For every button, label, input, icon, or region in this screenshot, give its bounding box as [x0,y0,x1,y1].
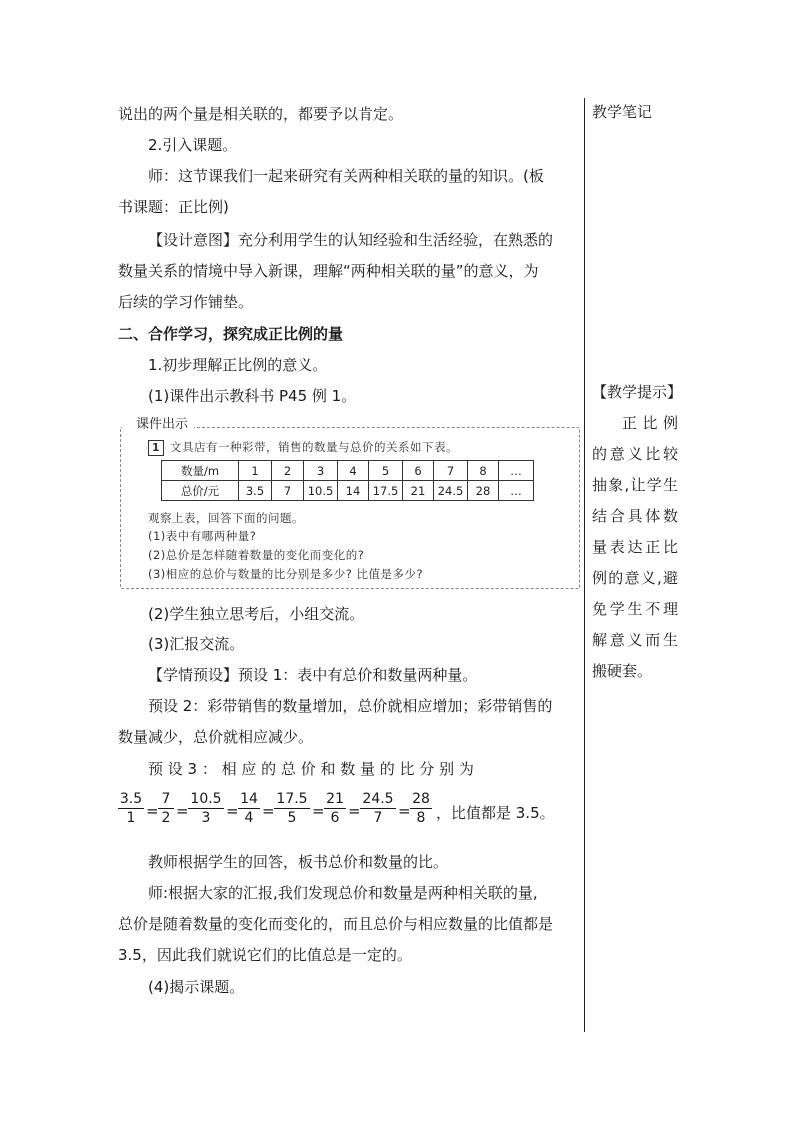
example-prompt: 观察上表，回答下面的问题。 [148,511,304,525]
fraction [158,790,174,827]
paragraph-line: 数量关系的情境中导入新课，理解“两种相关联的量”的意义，为 [118,262,539,280]
equals-sign: = [176,802,189,820]
table-cell: 5 [369,461,403,481]
section-step: (2)学生独立思考后，小组交流。 [148,605,365,623]
design-intent-line: 【设计意图】充分利用学生的认知经验和生活经验，在熟悉的 [148,231,554,249]
table-cell: 14 [338,481,369,501]
column-divider [584,98,585,1032]
fraction [238,790,260,827]
fraction [360,790,396,827]
fraction-equation [118,790,580,850]
section-step: (1)课件出示教科书 P45 例 1。 [148,387,357,405]
table-row [162,461,534,481]
table-cell: … [499,461,534,481]
denominator: 3 [201,810,211,826]
numerator: 3.5 [119,791,143,807]
courseware-label: 课件出示 [122,414,194,436]
table-header-cell: 数量/m [162,461,239,481]
paragraph-line: 师:根据大家的汇报,我们发现总价和数量是两种相关联的量, [148,884,538,902]
numerator: 24.5 [362,791,394,807]
table-cell: 7 [434,461,468,481]
example-question: (2)总价是怎样随着数量的变化而变化的? [148,548,365,562]
section-step: 1.初步理解正比例的意义。 [148,356,328,374]
problem-text: 文具店有一种彩带，销售的数量与总价的关系如下表。 [170,440,458,454]
table-cell: 17.5 [369,481,403,501]
example-problem [148,439,458,456]
denominator: 6 [330,810,340,826]
paragraph-line: 教师根据学生的回答，板书总价和数量的比。 [148,853,449,871]
section-step: (4)揭示课题。 [148,978,245,996]
table-cell: 24.5 [434,481,468,501]
paragraph-line: 师：这节课我们一起来研究有关两种相关联的量的知识。(板 [148,167,544,185]
numerator: 21 [326,791,344,807]
teaching-tip-title: 【教学提示】 [592,383,683,401]
table-cell: 4 [338,461,369,481]
paragraph-line: 后续的学习作铺垫。 [118,293,254,311]
fraction [324,790,346,827]
numerator: 28 [412,791,430,807]
table-cell: 10.5 [304,481,338,501]
table-cell: 6 [403,461,434,481]
numerator: 14 [240,791,258,807]
denominator: 5 [287,810,297,826]
paragraph-line: 总价是随着数量的变化而变化的，而且总价与相应数量的比值都是 [118,915,554,933]
example-table [161,460,534,501]
paragraph-line: 书课题：正比例) [118,198,229,216]
table-cell: 3.5 [239,481,272,501]
table-row [162,481,534,501]
fraction [274,790,310,827]
equals-sign: = [312,802,325,820]
paragraph-line: 3.5，因此我们就说它们的比值总是一定的。 [118,946,412,964]
preset-line: 预设 2：彩带销售的数量增加，总价就相应增加；彩带销售的 [148,697,553,715]
table-cell: 28 [468,481,499,501]
preset-line: 【学情预设】预设 1：表中有总价和数量两种量。 [148,666,478,684]
teaching-notes-title: 教学笔记 [592,103,653,121]
numerator: 10.5 [190,791,222,807]
section-heading: 二、合作学习，探究成正比例的量 [118,325,344,343]
equals-sign: = [348,802,361,820]
table-cell: 1 [239,461,272,481]
table-cell: 21 [403,481,434,501]
table-header-cell: 总价/元 [162,481,239,501]
table-cell: 3 [304,461,338,481]
numerator: 17.5 [276,791,308,807]
table-cell: 2 [272,461,304,481]
equals-sign: = [398,802,411,820]
equals-sign: = [146,802,159,820]
preset-line: 预 设 3 ： 相 应 的 总 价 和 数 量 的 比 分 别 为 [148,760,474,778]
section-step: (3)汇报交流。 [148,635,245,653]
teaching-tip-body: 正比例的意义比较抽象,让学生结合具体数量表达正比例的意义,避免学生不理解意义而生搬硬套。 [592,414,678,680]
denominator: 7 [373,810,383,826]
example-question: (1)表中有哪两种量? [148,529,257,543]
problem-number: 1 [148,440,164,456]
numerator: 7 [161,791,171,807]
table-cell: 7 [272,481,304,501]
denominator: 4 [244,810,254,826]
fraction [188,790,224,827]
table-cell: 8 [468,461,499,481]
denominator: 1 [126,810,136,826]
fraction [410,790,432,827]
equals-sign: = [226,802,239,820]
paragraph-line: 数量减少，总价就相应减少。 [118,728,314,746]
example-question: (3)相应的总价与数量的比分别是多少? 比值是多少? [148,567,424,581]
fraction-tail: ，比值都是 3.5。 [436,804,555,822]
denominator: 8 [416,810,426,826]
table-cell: … [499,481,534,501]
section-step: 2.引入课题。 [148,136,238,154]
denominator: 2 [161,810,171,826]
paragraph-line: 说出的两个量是相关联的，都要予以肯定。 [118,105,404,123]
equals-sign: = [262,802,275,820]
fraction [118,790,144,827]
